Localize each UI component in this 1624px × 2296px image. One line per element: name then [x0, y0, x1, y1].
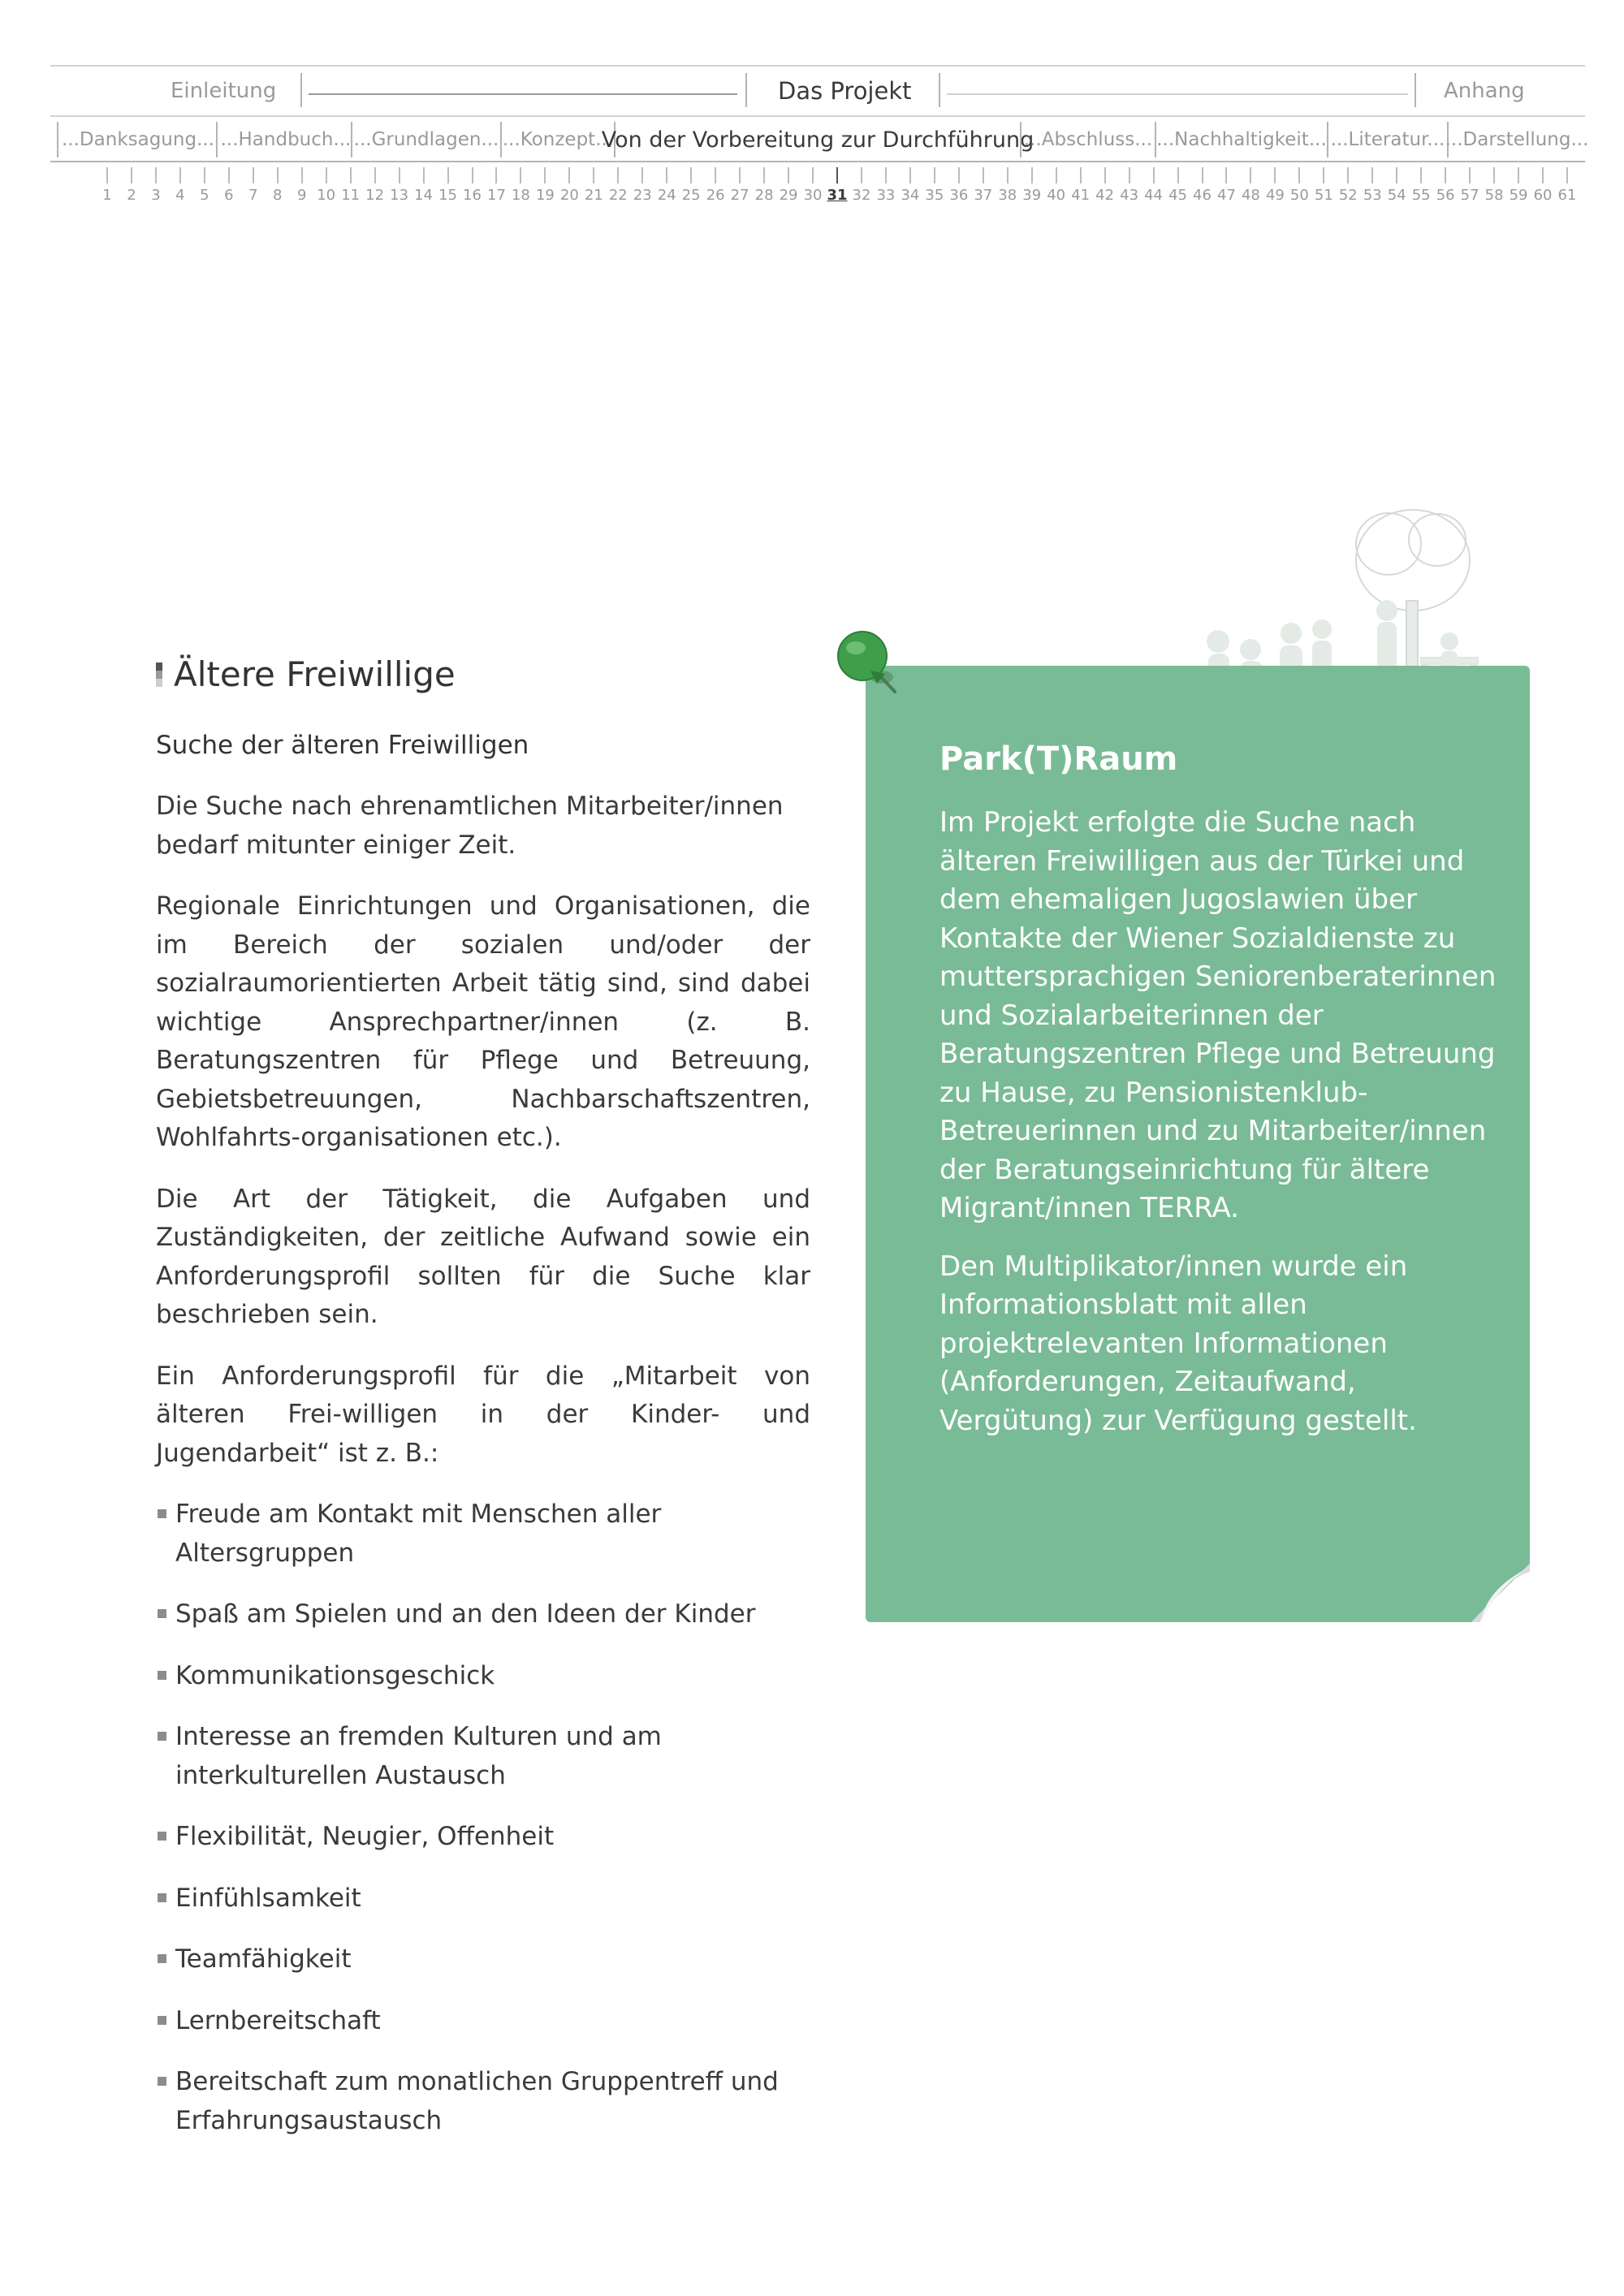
page-tick[interactable] [1250, 167, 1251, 183]
page-number[interactable]: 5 [200, 187, 209, 204]
page-tick[interactable] [1566, 167, 1568, 183]
page-tick[interactable] [326, 167, 327, 183]
title-marker-icon [156, 662, 162, 687]
page-number[interactable]: 9 [296, 187, 307, 204]
page-tick[interactable] [447, 167, 449, 183]
nav-bottom-rule [50, 161, 1585, 162]
page-number[interactable]: 46 [1193, 187, 1212, 204]
nav-section-line [947, 93, 1408, 95]
page-number[interactable]: 10 [317, 187, 336, 204]
page-tick[interactable] [131, 167, 132, 183]
page-tick[interactable] [1323, 167, 1324, 183]
page-tick[interactable] [495, 167, 497, 183]
page-tick[interactable] [544, 167, 546, 183]
nav-divider [939, 73, 940, 107]
page-number[interactable]: 33 [876, 187, 896, 204]
page-number[interactable]: 14 [414, 187, 434, 204]
page-tick[interactable] [399, 167, 400, 183]
page-number[interactable]: 39 [1022, 187, 1042, 204]
page-tick[interactable] [1493, 167, 1495, 183]
page-number[interactable]: 52 [1338, 187, 1358, 204]
page-tick[interactable] [204, 167, 205, 183]
page-tick[interactable] [1056, 167, 1057, 183]
nav-divider [1415, 73, 1416, 107]
page-tick[interactable] [1129, 167, 1130, 183]
page-number[interactable]: 36 [949, 187, 969, 204]
page-number[interactable]: 24 [657, 187, 676, 204]
section-anhang[interactable]: Anhang [1444, 79, 1525, 103]
page-tick[interactable] [350, 167, 352, 183]
page-number[interactable]: 34 [901, 187, 920, 204]
page-number[interactable]: 15 [438, 187, 457, 204]
chapter-tab-literatur[interactable]: ...Literatur... [1327, 122, 1447, 158]
page-tick[interactable] [1080, 167, 1082, 183]
article-paragraph: Regionale Einrichtungen und Organisationen, die im Bereich der sozialen und/oder der sozialraumorientierten Arbeit tätig sind, sind dabei wichtige Ansprechpartner/innen (z. B. Beratungszentren für Pflege und Betreuung, Gebietsbetreuungen, Nachbarschaftszentren, Wohlfahrts-organisationen etc.). [156, 891, 810, 1152]
page-number[interactable]: 11 [341, 187, 361, 204]
page-tick[interactable] [1298, 167, 1300, 183]
page-tick[interactable] [934, 167, 935, 183]
article-paragraph: Ein Anforderungsprofil für die „Mitarbeit von älteren Frei-willigen in der Kinder- und Jugendarbeit“ ist z. B.: [156, 1361, 810, 1468]
page-number[interactable]: 45 [1168, 187, 1187, 204]
page-tick[interactable] [106, 167, 108, 183]
page-tick[interactable] [861, 167, 862, 183]
article [156, 650, 810, 2163]
park-traum-note [866, 666, 1530, 1622]
page-tick[interactable] [1225, 167, 1227, 183]
page-number[interactable]: 25 [681, 187, 701, 204]
page-number[interactable]: 7 [248, 187, 258, 204]
page-tick[interactable] [983, 167, 984, 183]
page-tick[interactable] [690, 167, 692, 183]
page-number[interactable]: 2 [127, 187, 136, 204]
current-page-number[interactable]: 31 [827, 187, 848, 204]
page-tick[interactable] [788, 167, 789, 183]
note-paragraph: Den Multiplikator/innen wurde ein Informationsblatt mit allen projektrelevanten Informationen (Anforderungen, Zeitaufwand, Vergütung) zur Verfügung gestellt. [939, 1249, 1417, 1437]
note-paragraph: Im Projekt erfolgte die Suche nach älteren Freiwilligen aus der Türkei und dem ehemaligen Jugoslawien über Kontakte der Wiener Sozialdienste zu muttersprachigen Seniorenberaterinnen und Sozialarbeiterinnen der Beratungszentren Pflege und Betreuung zu Hause, zu Pensionistenklub-Betreuerinnen und zu Mitarbeiter/innen der Beratungseinrichtung für ältere Migrant/innen TERRA. [939, 806, 1497, 1224]
page-number[interactable]: 28 [754, 187, 774, 204]
page-number[interactable]: 13 [390, 187, 409, 204]
chapter-tab-darstellung[interactable]: ...Darstellung... [1447, 122, 1585, 158]
chapter-tab-nachhaltigkeit[interactable]: ...Nachhaltigkeit... [1155, 122, 1327, 158]
chapter-tab-danksagung[interactable]: ...Danksagung... [57, 122, 218, 158]
page-tick[interactable] [593, 167, 594, 183]
page-tick[interactable] [1396, 167, 1397, 183]
page-tick[interactable] [1518, 167, 1519, 183]
page-tick[interactable] [1274, 167, 1276, 183]
page-tick[interactable] [472, 167, 473, 183]
chapter-tabs [50, 122, 1589, 158]
list-item: Lernbereitschaft [156, 2002, 810, 2041]
page-tick[interactable] [228, 167, 230, 183]
page-numbers [50, 187, 1585, 209]
page-tick[interactable] [1104, 167, 1106, 183]
nav-divider [745, 73, 747, 107]
list-item: Spaß am Spielen und an den Ideen der Kinder [156, 1595, 810, 1634]
page-tick[interactable] [1371, 167, 1373, 183]
page-number[interactable]: 26 [706, 187, 725, 204]
page-number[interactable]: 19 [535, 187, 555, 204]
article-title-text: Ältere Freiwillige [174, 654, 456, 694]
page-number[interactable]: 51 [1314, 187, 1333, 204]
page-tick[interactable] [958, 167, 960, 183]
list-item: Flexibilität, Neugier, Offenheit [156, 1818, 810, 1857]
requirements-list [156, 1495, 810, 2140]
list-item: Interesse an fremden Kulturen und am interkulturellen Austausch [156, 1718, 810, 1795]
page-tick[interactable] [374, 167, 376, 183]
page-tick[interactable] [568, 167, 570, 183]
note-body [939, 804, 1500, 1460]
list-item: Teamfähigkeit [156, 1940, 810, 1979]
page-tick[interactable] [812, 167, 814, 183]
page-ticks [50, 167, 1585, 183]
page-tick[interactable] [666, 167, 667, 183]
article-paragraph: Die Suche nach ehrenamtlichen Mitarbeiter/innen bedarf mitunter einiger Zeit. [156, 792, 784, 860]
page-tick[interactable] [253, 167, 254, 183]
page-number[interactable]: 60 [1533, 187, 1553, 204]
page-number[interactable]: 32 [852, 187, 871, 204]
article-title [156, 650, 810, 700]
page-number[interactable]: 21 [584, 187, 603, 204]
nav-middle-rule [50, 115, 1585, 117]
page-number[interactable]: 22 [608, 187, 628, 204]
page-tick[interactable] [301, 167, 303, 183]
page-number[interactable]: 56 [1436, 187, 1455, 204]
page-number[interactable]: 55 [1411, 187, 1431, 204]
chapter-tab-konzept[interactable]: ...Konzept... [500, 122, 614, 158]
page-tick[interactable] [836, 167, 838, 183]
page-tick[interactable] [715, 167, 716, 183]
page-number[interactable]: 27 [730, 187, 749, 204]
page-number[interactable]: 50 [1289, 187, 1309, 204]
page-tick[interactable] [1542, 167, 1544, 183]
section-das-projekt[interactable]: Das Projekt [778, 77, 912, 105]
page-tick[interactable] [885, 167, 887, 183]
note-title: Park(T)Raum [939, 740, 1178, 778]
page-number[interactable]: 29 [779, 187, 798, 204]
chapter-tab-handbuch[interactable]: ...Handbuch... [216, 122, 354, 158]
article-paragraph: Die Art der Tätigkeit, die Aufgaben und Zuständigkeiten, der zeitliche Aufwand sowie ein Anforderungsprofil sollten für die Suche klar beschrieben sein. [156, 1184, 810, 1329]
page-number[interactable]: 37 [974, 187, 993, 204]
list-item: Bereitschaft zum monatlichen Gruppentreff und Erfahrungsaustausch [156, 2063, 810, 2140]
page-number[interactable]: 8 [273, 187, 283, 204]
page-tick[interactable] [641, 167, 643, 183]
page-tick[interactable] [155, 167, 157, 183]
list-item: Einfühlsamkeit [156, 1880, 810, 1918]
page-number[interactable]: 3 [151, 187, 161, 204]
page-tick[interactable] [423, 167, 425, 183]
page-tick[interactable] [1007, 167, 1009, 183]
page-tick[interactable] [1445, 167, 1446, 183]
page-number[interactable]: 54 [1387, 187, 1406, 204]
list-item: Freude am Kontakt mit Menschen aller Altersgruppen [156, 1495, 810, 1573]
page-number[interactable]: 1 [102, 187, 112, 204]
chapter-tab-grundlagen[interactable]: ...Grundlagen... [351, 122, 500, 158]
page-tick[interactable] [520, 167, 521, 183]
page-tick[interactable] [1469, 167, 1471, 183]
page-number[interactable]: 41 [1071, 187, 1091, 204]
page-number[interactable]: 48 [1241, 187, 1260, 204]
list-item: Kommunikationsgeschick [156, 1657, 810, 1696]
page-curl-icon [1471, 1564, 1530, 1622]
page-number[interactable]: 58 [1484, 187, 1504, 204]
chapter-tab-vorbereitung[interactable]: Von der Vorbereitung zur Durchführung [614, 122, 1020, 158]
page-tick[interactable] [1153, 167, 1155, 183]
chapter-tab-abschluss[interactable]: ...Abschluss... [1020, 122, 1155, 158]
page-number[interactable]: 47 [1217, 187, 1236, 204]
page-tick[interactable] [909, 167, 911, 183]
page-number[interactable]: 61 [1557, 187, 1577, 204]
page-tick[interactable] [763, 167, 765, 183]
page-tick[interactable] [1202, 167, 1203, 183]
page-number[interactable]: 43 [1120, 187, 1139, 204]
page-number[interactable]: 44 [1144, 187, 1164, 204]
page-number[interactable]: 18 [511, 187, 530, 204]
page-number[interactable]: 49 [1265, 187, 1285, 204]
page-number[interactable]: 16 [463, 187, 482, 204]
page-number[interactable]: 59 [1509, 187, 1528, 204]
page-number[interactable]: 6 [224, 187, 234, 204]
page-number[interactable]: 12 [365, 187, 385, 204]
page-tick[interactable] [617, 167, 619, 183]
page-tick[interactable] [1031, 167, 1033, 183]
nav-section-line [309, 93, 737, 95]
page-number[interactable]: 4 [175, 187, 185, 204]
page-number[interactable]: 53 [1363, 187, 1382, 204]
page-number[interactable]: 23 [633, 187, 652, 204]
page-tick[interactable] [179, 167, 181, 183]
nav-top-rule [50, 65, 1585, 67]
page-number[interactable]: 20 [559, 187, 579, 204]
page-number[interactable]: 35 [925, 187, 944, 204]
section-einleitung[interactable]: Einleitung [171, 79, 277, 103]
page-tick[interactable] [1177, 167, 1179, 183]
push-pin-icon [831, 627, 905, 700]
page-tick[interactable] [1420, 167, 1422, 183]
article-subtitle: Suche der älteren Freiwilligen [156, 731, 529, 760]
page-tick[interactable] [739, 167, 741, 183]
page-number[interactable]: 42 [1095, 187, 1115, 204]
page-tick[interactable] [277, 167, 279, 183]
page-number[interactable]: 30 [803, 187, 823, 204]
page-number[interactable]: 57 [1460, 187, 1479, 204]
nav-divider [300, 73, 302, 107]
page-number[interactable]: 17 [487, 187, 506, 204]
page-number[interactable]: 40 [1047, 187, 1066, 204]
page-number[interactable]: 38 [998, 187, 1017, 204]
page-tick[interactable] [1347, 167, 1349, 183]
